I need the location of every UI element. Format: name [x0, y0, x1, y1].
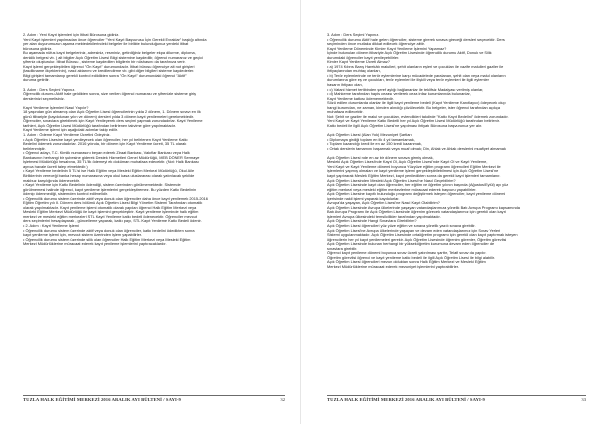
text-line: Açık Öğretim Lisesi öğrencileri mezun olduktan sonra Halk Eğitim Merkezi ve Mesleki Eğitim	[327, 259, 486, 265]
text-line: Kayıt Yenileme Döneminde Kimler Kayıt Yenileme İşlemini Yapamaz?	[327, 45, 447, 51]
text-line: seçiminden önce mutlaka dikkat edilecek öğrenciye aittir.	[327, 41, 425, 47]
text-line: Mesleki Açık Öğretim Lisesi'nde Kayıt Ol, Açık Öğretim Lisesi'nde Kayıt Ol ve Kayıt Yenileme,	[327, 159, 488, 165]
text-line: Birliklerinin vereceği banka hesap numarasına veya okul kasa uluslararası olarak yatırılacak şekilde	[23, 172, 195, 178]
text-line: durumlarına göre eş ve çocukları, terör eylemleri ile ilişkili veya terör eylemleri ile ilgili eylemler	[327, 77, 489, 83]
text-line: Sözü edilen durumlarda olanlar ile ilgili kayıt yenileme bedeli (Kayıt Yenileme Kanıtlayıcı) ödeyecek olup	[327, 100, 506, 106]
text-line: Merkezi Müdürlüklerine müracaat ederek kayıt yenileme işlemlerini yaptıracaklardır.	[23, 241, 167, 247]
text-line: denklik belgesi vb. ) alt bilgiler Açık Öğretim Lisesi Bilgi sistemine kaydedilir, öğrenci numaranız ve geçici	[23, 54, 203, 60]
page-number: 33	[581, 397, 586, 402]
left-page-body	[23, 33, 285, 405]
text-line: 3. Adım : Ders Seçimi Yapınız.	[327, 33, 380, 37]
text-line: belirlenmiştir.	[23, 145, 46, 151]
text-line: Öğrencilik durumu Aktif hale geldikten sonra, size verilen öğrenci numarası ve şifrenizle sisteme giriş	[23, 91, 196, 97]
text-line: kayıt yenileme işlemi için, mevcut sistem üzerinden işlem yapabilirler.	[23, 232, 142, 238]
right-page	[300, 0, 600, 424]
text-line: durumdaki öğrenciler kayıt yenileyebilirler.	[327, 54, 400, 60]
text-line: Not: Şehit ve gaziler ile malul ve çocukları, evlendikleri takdirde "Katkı Kayıt Bedelini" ödemek zorundadır.	[327, 113, 509, 119]
text-line: • Öğrencilik durumu Aktif hale gelen öğrenciler, sisteme girerek sınava gireceği dersleri seçecektir. Ders	[327, 36, 505, 42]
right-page-footer	[327, 395, 586, 405]
text-line: • c) Vatani hizmet tertibinden şeref aylığı bağlananlar ile teklifsiz Madalyası verilmiş olanlar,	[327, 86, 484, 92]
text-line: Katkı bedeli ile ilgili Açık Öğretim Lisesi'ne yapılması ihtiyatı Bürosuna başvurunuz yer alır.	[327, 122, 483, 128]
text-line: Mesleki Eğitim Merkezi Müdürlüğü ile kayıt işlemini gerçekleştirir. Kayıt yenileme işleminde halk eğitim	[23, 209, 199, 215]
text-line: şifreniz oluşturulur. İtibat Bürosu , sisteme kaydedilen bilgilerin bir nüshasını da tarafınıza verir.	[23, 59, 186, 65]
text-line: eğitim merkezi veya mesleki eğitim merkezlerine müracaat ederek başvuru yapabilirler.	[327, 186, 477, 192]
text-line: içerisinde nakil işlemi yaparak kaydolurlar.	[327, 195, 400, 201]
footer-title: TUZLA HALK EĞİTİMİ MERKEZİ 2016 ARALIK AYI BÜLTENİ / SAYI-9	[23, 397, 181, 402]
text-line: • Kayıt Yenileme bedelinin 5 TL'si ise Halk Eğitim veya Mesleki Eğitim Merkezi Müdürlüğü, Okul Aile	[23, 168, 195, 174]
text-line: • Diplomaya girdiği toplam en ilk 4 yıl tamamlamak,	[327, 136, 415, 142]
text-line: ihtiyaçlarından muhtaç olanları,	[327, 68, 381, 74]
text-line: • Toplam kazandığı kredi ile en az 150 kredi kazanmak,	[327, 141, 422, 147]
text-line: Avrupa'da yaşayan, Açık Öğretim Lisesi'ne Nasıl Kayıt Olabilirim?	[327, 200, 440, 206]
page-number: 32	[280, 397, 285, 402]
text-line: görülmemesi halinde öğrenci, kayıt yenileme işlemlerini gerçekleştiremez. Bu yüzden Katkı Bedelinin	[23, 186, 197, 192]
text-line: ayrıca havale ücreti talep etmektedir.)	[23, 163, 88, 169]
footer-rule	[327, 395, 586, 396]
text-line: tarihleri, Açık Öğretim Lisesi Müdürlüğü tarafından belirlenen takvime göre yapılmaktadır.	[23, 122, 176, 128]
text-line: olarak yapılmaktadır. Kayıt yenileme işlemi otomatik olarak yapılan öğrenci Halk Eğitim Merkezi veya	[23, 204, 197, 210]
text-line: Kayıt Yenileme İşlemleri Nasıl Yapılır?	[23, 104, 89, 110]
text-line: • d) Mahkeme tarafından hapis cezası verilerek ceza infaz kurumlarında bulunanlar,	[327, 91, 471, 97]
text-line: Açık Öğretim Lisesi nde en az bir dönem sınava girmiş olmak,	[327, 154, 434, 160]
text-line: Eğitim Öğretim yılı II. Dönem ders bölümü Açık Öğretim Lisesi Bilgi Yönetim Sistemi Tarafından otomatik	[23, 200, 203, 206]
text-line: • Öğrenci adayı, T.C. Kimlik numarasını beyan ederek Ziraat Bankası, Vakıflar Bankası veya Halk	[23, 150, 190, 156]
text-line: ödenip ödenmediği, sistemden kontrol edilmelidir.	[23, 191, 108, 197]
text-line: Öğrenci kayıt yenileme dönemi boyunca sınav ücreti yatırılması şarttır, Telafi sınav da yapılır.	[327, 250, 487, 256]
text-line: 2. Adım : Yeni Kayıt işlemleri için İtibat Bürosuna gidiniz.	[23, 33, 120, 37]
text-line: 3. Adım : Ders Seçimi Yapınız.	[23, 86, 76, 92]
footer-title: TUZLA HALK EĞİTİMİ MERKEZİ 2016 ARALIK AYI BÜLTENİ / SAYI-9	[327, 397, 485, 402]
text-line: günü itibariyle (kaydolunan yılın ve dönem) dersleri yılda 3 dönem kayıt yenilemeleri gerekmektedir.	[23, 113, 195, 119]
right-page-body	[327, 33, 589, 405]
text-line: kayıt yaptırarak Meslek Eğitim Merkezi, kayıt yeniledikten sonra da gerekli kayıt işlemleri tamamlanır.	[327, 172, 501, 178]
text-line: 1. Adım : Ödeme Kayıt Yenileme Ücretini Ödeyiniz.	[23, 132, 111, 138]
text-line: Açık Öğretim Lisesinde Avrupa ülkelerinde yaşayan vatandaşlarımıza yönelik Batı Avrupa Programı kapsamında	[327, 204, 520, 210]
footer-rule	[23, 395, 285, 396]
text-line: (tasdikname ölçeklerinin), nasıl aktarımı ve kredilendirme vb. gibi diğer bilgileri sisteme kaydederler.	[23, 68, 195, 74]
text-line: • Öğrencilik durumu sistem üzerinde silik olan öğrenciler Halk Eğitim Merkezi veya Mesleki Eğitim	[23, 236, 191, 242]
text-line: • Öğrencilik durumu sistem üzerinde aktif veya donuk olan öğrenciler daha önce kayıt yenilemek 2015-2016	[23, 195, 208, 201]
text-line: Yeni Kayıt ve Kayıt Yenileme dönemi boyunca Yüzyüze eğitim programı öğrencileri Eğitim Merkezi ile	[327, 163, 501, 169]
text-line: Açık Öğretim Lisesinde Hangi Sınavlara Girebilirim?	[327, 218, 417, 224]
text-line: • Açık Öğretim Lisesine kayıt yenileyecek olan öğrenciler, her yıl belirlenen Kayıt Yenileme Katkı	[23, 136, 188, 142]
text-line: Açık Öğretim Lisesine kayıtlı bulunduğu programı değiştirmek isteyen öğrenciler, kayıt yenileme dönemi	[327, 191, 506, 197]
text-line: Merkezi Müdürlüklerine müracaat ederek mezuniyet işlemlerini yaptırabilirler.	[327, 263, 459, 269]
text-line: Öğrenciler, sınavlara girebilmek için Kayıt Yenileyerek ders seçimi yapmak zorundadırlar. Kayıt Yenileme	[23, 118, 203, 124]
text-line: işlemleri Avrupa ülkesindeki temsilcilikler tarafından yapılmaktadır.	[327, 213, 441, 219]
text-line: yer alan duyurumuzun aşama mektedekilerindeki belgeler ile birlikte bulunduğunuz yerdeki itibat	[23, 41, 189, 47]
text-line: Kimler Kayıt Yenileme Ücreti Almaz?	[327, 59, 390, 65]
text-line: Bilgi girişleri tamamlanıp gerekli kontrol edildikten sonra "Ön Kayıt" durumundaki öğrenci "Aktif"	[23, 72, 187, 78]
text-line: Açık Öğretim Lisesinden Mesleki Açık Öğretim Lisesi'ne Nasıl Geçebilirim?	[327, 177, 456, 183]
text-line: Bu aşamada nüfus kayıt belgeleriniz, adresiniz, resminiz, getirdiğiniz belgeler ekpa dilurme, diploma,	[23, 50, 196, 56]
text-line: • Kayıt Yenileme için Katkı Bedelinin ödendiği, sistem üzerinden görülmemektedir. Sistemde	[23, 182, 181, 188]
text-line: İçinde bulunulan dönem itibariyle Açık Öğretim Lisesinde öğrencilik durumu Aktif, Donuk ve Silik	[327, 50, 492, 56]
text-line: Öğretim görevlisi öğrenci ve kayıt yenileme katkı bedeli ile ilgili Açık Öğretim Lisesi ile bilgi alabilir.	[327, 254, 496, 260]
text-line: Bankasının herhangi bir şubesine giderek Destek Hizmetleri Genel Müdürlüğü, MEB DÖNER Sermaye	[23, 154, 200, 160]
text-line: Kayıt Yenileme katkısı ödememektedir.	[327, 95, 394, 101]
text-line: Bedelini ödemek zorundadırlar. 2016 yılında, bir dönem için Kayıt Yenileme ücreti, 35 TL olarak	[23, 141, 187, 147]
text-line: öğrencilerin her yıl kayıt yenilemeleri gerekir. Açık Öğretim Lisesinde öğrenim görenler, Öğretim görevlisi	[327, 236, 507, 242]
text-line: muhafaza edilecektir.	[327, 109, 364, 115]
text-line: Açık Öğretim Lisesi öğrencileri yüz yüze eğitim ve sınava yönelik yazılı sınava girebilir.	[327, 222, 476, 228]
text-line: Sistemi uygulanmaktadır. Açık Öğretim Lisesinde ortaöğretim programı için gerekli olan kayıt yaptırmak isteyen	[327, 232, 518, 238]
text-line: hasarın ihtiyacı olan,	[327, 82, 363, 88]
text-line: hangi kurumdan, ne zaman, kimden alındığı çözülecektir. Bu belgeler, ister öğrenci tarafından açıkça	[327, 104, 501, 110]
text-line: merkezi ve mesleki eğitim merkezleri STL Kayıt Yenileme katkı bedeli ödenecektir. Öğrenciler mevcut	[23, 213, 197, 219]
text-line: Açık Öğretim Lisesinde kayıt olan öğrenciler, her eğitim ve öğretim yılının başında (Ağustos/Eylül) ayı yüz	[327, 182, 509, 188]
text-line: İşletmesi Müdürlüğü hesabına, 35 TL'lik ödemeyi ek doküman muhafaza edecektir. (Not: Halk Bankası	[23, 159, 199, 165]
text-line: Açık Öğretim Lisesi (Alan Yok) Mezuniyet Şartları	[327, 132, 412, 138]
text-line: Batı Avrupa Programı ile Açık Öğretim Lisesinde öğrenim görecek vatandaşlarımız için gerekli olan kayıt	[327, 209, 506, 215]
text-line: • a) 1974 Kıbrıs Barış Harekâtı malulleri, şehit olanların eşleri ve çocukları ile vazife malulleri gaziler ile	[327, 63, 504, 69]
text-line: bürosuna gidiniz.	[23, 45, 53, 51]
text-line: 18 yaşından gün almamış olan Açık Öğretim Lisesi öğrencilerinin yılda 2 dönem, 1. Dönem sınavı en ilk	[23, 109, 201, 115]
text-line: Kayıt Yenileme işlemi için aşağıdaki adımlar takip edilir.	[23, 127, 118, 133]
text-line: makbuz karşılığında ödenecektir.	[23, 177, 80, 183]
text-line: Açık Öğretim Lisesi'ne Avrupa ülkelerinde yaşayan ve devam eden vatandaşlarımız için Sınav Yerleri	[327, 227, 501, 233]
text-line: Açık Öğretim Lisesinde bulunan herhangi bir yükseköğretim kurumuna devam eden öğrenciler de	[327, 241, 495, 247]
text-line: • Ortak derslerin tamamını başarmak veya muaf olmak; Din, Ahlak ve Ahlak derslerini muafiyet almamak	[327, 145, 506, 151]
text-line: • 2. Adım : Kayıt Yenileme İşlemi	[23, 222, 79, 228]
text-line: Yeni Kayıt ve Kayıt Yenileme Katkı Bedelli her yıl Açık Öğretim Lisesi Müdürlüğü tarafından belirlenir.	[327, 118, 500, 124]
text-line: duruma getirilir.	[23, 77, 50, 83]
text-line: • b) Terör eylemlerinde ve terör eylemlerine karşı mücadelede yaralanan, şehit olan veya malul olanların	[327, 72, 506, 78]
text-line: işlemlerini yapmış olmaları ve kayıt yenileme işlemi gerçekleştirilebilmesi için Açık Öğretim Lisesi'ne	[327, 168, 499, 174]
text-line: • Öğrencilik durumu sistem üzerinde aktif veya donuk olan öğrenciler, katkı bedelini ödedikten sonra	[23, 227, 195, 233]
text-line: Yeni Kayıt işlemleri yapılmadan önce öğrenciler "Yeni Kayıt Başvurusu İçin Gerekli Evraklar" başlığı altında	[23, 36, 207, 42]
text-line: derslerinizi seçmelisiniz.	[23, 95, 65, 101]
text-line: Kayıt işlemi gerçekleştirilen öğrenci "Ön Kayıt" durumundadır. İtibat bürosu öğrenciye ait not girişleri	[23, 63, 195, 69]
text-line: sınavlara girebilir.	[327, 245, 358, 251]
text-line: ders seçimlerini hesaplayarak , güncelleme yaparak, katkı payı, STL Kayıt Yenileme Katkı Bedeli ödenir.	[23, 218, 202, 224]
left-page-footer	[23, 395, 285, 405]
